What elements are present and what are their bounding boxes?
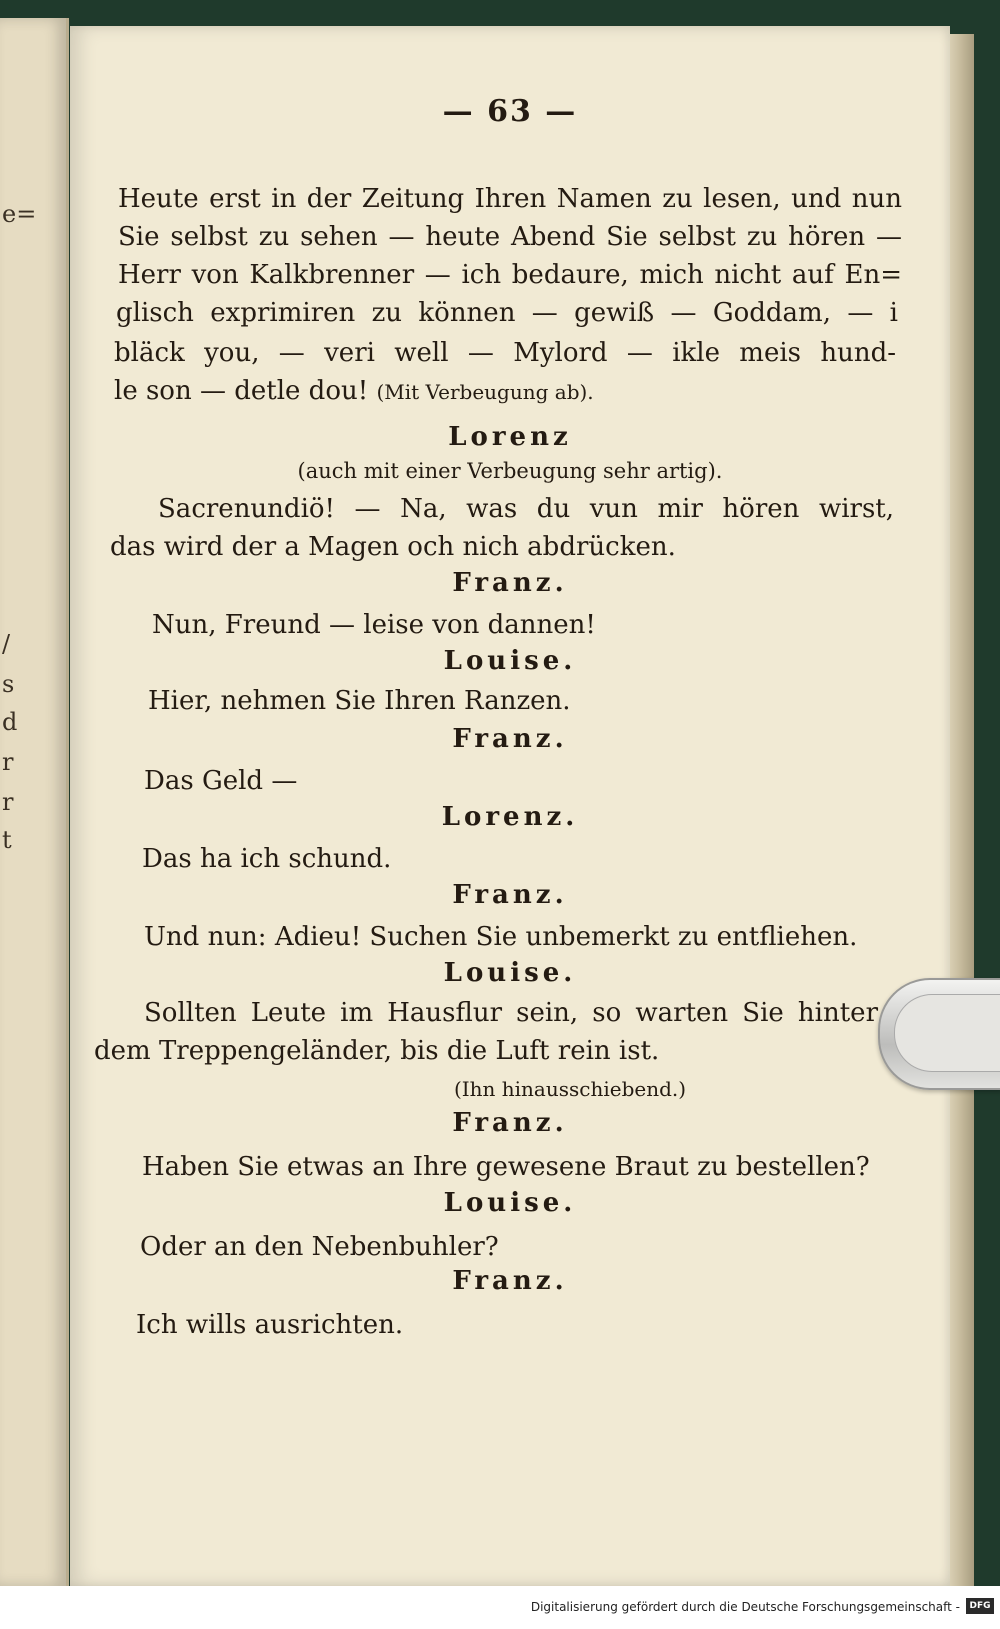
page-clip-inner bbox=[894, 994, 1000, 1072]
text-line-main: le son — detle dou! bbox=[114, 376, 369, 406]
left-page-fragment: r bbox=[2, 748, 14, 776]
speaker-name: Louise. bbox=[443, 958, 577, 988]
text-line: Das ha ich schund. bbox=[142, 844, 392, 874]
stage-direction: (Ihn hinausschiebend.) bbox=[453, 1077, 687, 1101]
text-line: bläck you, — veri well — Mylord — ikle meis hund- bbox=[114, 338, 896, 368]
left-page-fragment: d bbox=[2, 708, 18, 736]
text-line: glisch exprimiren zu können — gewiß — Goddam, — i bbox=[116, 298, 898, 328]
left-page-fragment: e= bbox=[2, 200, 37, 228]
speaker-name: Franz. bbox=[452, 1108, 568, 1138]
left-page-fragment: s bbox=[2, 670, 15, 698]
page-stack-edge bbox=[950, 34, 974, 1586]
speaker-name: Franz. bbox=[452, 1266, 568, 1296]
text-line: Herr von Kalkbrenner — ich bedaure, mich nicht auf En= bbox=[118, 260, 902, 290]
text-line: Heute erst in der Zeitung Ihren Namen zu lesen, und nun bbox=[118, 184, 902, 214]
text-line: Sollten Leute im Hausflur sein, so warten Sie hinter bbox=[144, 998, 878, 1028]
text-line: Und nun: Adieu! Suchen Sie unbemerkt zu entfliehen. bbox=[144, 922, 858, 952]
speaker-name: Franz. bbox=[452, 880, 568, 910]
text-line: Haben Sie etwas an Ihre gewesene Braut zu bestellen? bbox=[142, 1152, 870, 1182]
footer-credit: Digitalisierung gefördert durch die Deutsche Forschungsgemeinschaft - bbox=[530, 1600, 960, 1614]
text-line: das wird der a Magen och nich abdrücken. bbox=[110, 532, 676, 562]
text-line: Das Geld — bbox=[144, 766, 298, 796]
speaker-name: Louise. bbox=[443, 646, 577, 676]
left-page-fragment: / bbox=[2, 630, 11, 658]
left-page-fragment: r bbox=[2, 788, 14, 816]
text-line: Hier, nehmen Sie Ihren Ranzen. bbox=[148, 686, 571, 716]
left-page-fragment: t bbox=[2, 826, 12, 854]
left-page-edge bbox=[0, 18, 69, 1586]
page-content bbox=[70, 26, 950, 1586]
page-clip bbox=[878, 978, 1000, 1090]
stage-direction: (auch mit einer Verbeugung sehr artig). bbox=[297, 459, 723, 483]
book-page bbox=[70, 26, 950, 1586]
text-line: Nun, Freund — leise von dannen! bbox=[152, 610, 596, 640]
speaker-name: Lorenz bbox=[448, 422, 572, 452]
text-line: Oder an den Nebenbuhler? bbox=[140, 1232, 499, 1262]
speaker-name: Louise. bbox=[443, 1188, 577, 1218]
text-line: Sie selbst zu sehen — heute Abend Sie selbst zu hören — bbox=[118, 222, 902, 252]
text-line: dem Treppengeländer, bis die Luft rein ist. bbox=[94, 1036, 660, 1066]
text-line: Sacrenundiö! — Na, was du vun mir hören wirst, bbox=[158, 494, 894, 524]
text-line bbox=[114, 376, 594, 407]
dfg-logo: DFG bbox=[966, 1598, 994, 1614]
speaker-name: Franz. bbox=[452, 724, 568, 754]
speaker-name: Franz. bbox=[452, 568, 568, 598]
stage-direction: (Mit Verbeugung ab). bbox=[376, 380, 594, 404]
footer-bar bbox=[0, 1586, 1000, 1629]
page-number: — 63 — bbox=[442, 94, 578, 129]
speaker-name: Lorenz. bbox=[441, 802, 579, 832]
text-line: Ich wills ausrichten. bbox=[136, 1310, 404, 1340]
